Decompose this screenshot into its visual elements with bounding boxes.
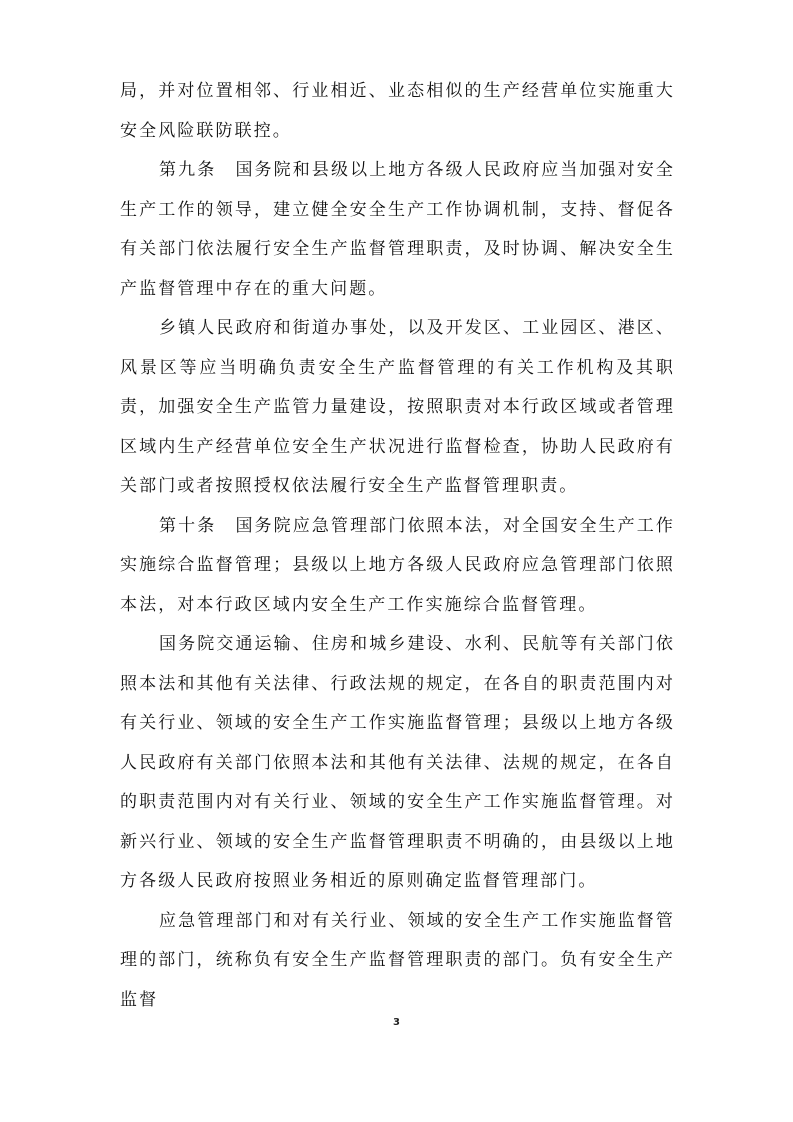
paragraph-article-10: 第十条 国务院应急管理部门依照本法，对全国安全生产工作实施综合监督管理；县级以上地方各级人民政府应急管理部门依照本法，对本行政区域内安全生产工作实施综合监督管理。 [120,515,675,615]
paragraph-township-governments: 乡镇人民政府和街道办事处，以及开发区、工业园区、港区、风景区等应当明确负责安全生产监督管理的有关工作机构及其职责，加强安全生产监管力量建设，按照职责对本行政区域或者管理区域内生产经营单位安全生产状况进行监督检查，协助人民政府有关部门或者按照授权依法履行安全生产监督管理职责。 [120,318,675,496]
page-number: 3 [393,1017,400,1028]
body-text [120,72,675,1020]
paragraph-continuation: 局，并对位置相邻、行业相近、业态相似的生产经营单位实施重大安全风险联防联控。 [120,81,675,141]
paragraph-emergency-management: 应急管理部门和对有关行业、领域的安全生产工作实施监督管理的部门，统称负有安全生产监督管理职责的部门。负有安全生产监督 [120,910,675,1010]
paragraph-state-council-departments: 国务院交通运输、住房和城乡建设、水利、民航等有关部门依照本法和其他有关法律、行政法规的规定，在各自的职责范围内对有关行业、领域的安全生产工作实施监督管理；县级以上地方各级人民政府有关部门依照本法和其他有关法律、法规的规定，在各自的职责范围内对有关行业、领域的安全生产工作实施监督管理。对新兴行业、领域的安全生产监督管理职责不明确的，由县级以上地方各级人民政府按照业务相近的原则确定监督管理部门。 [120,634,675,891]
paragraph-article-9: 第九条 国务院和县级以上地方各级人民政府应当加强对安全生产工作的领导，建立健全安全生产工作协调机制，支持、督促各有关部门依法履行安全生产监督管理职责，及时协调、解决安全生产监督管理中存在的重大问题。 [120,160,675,299]
